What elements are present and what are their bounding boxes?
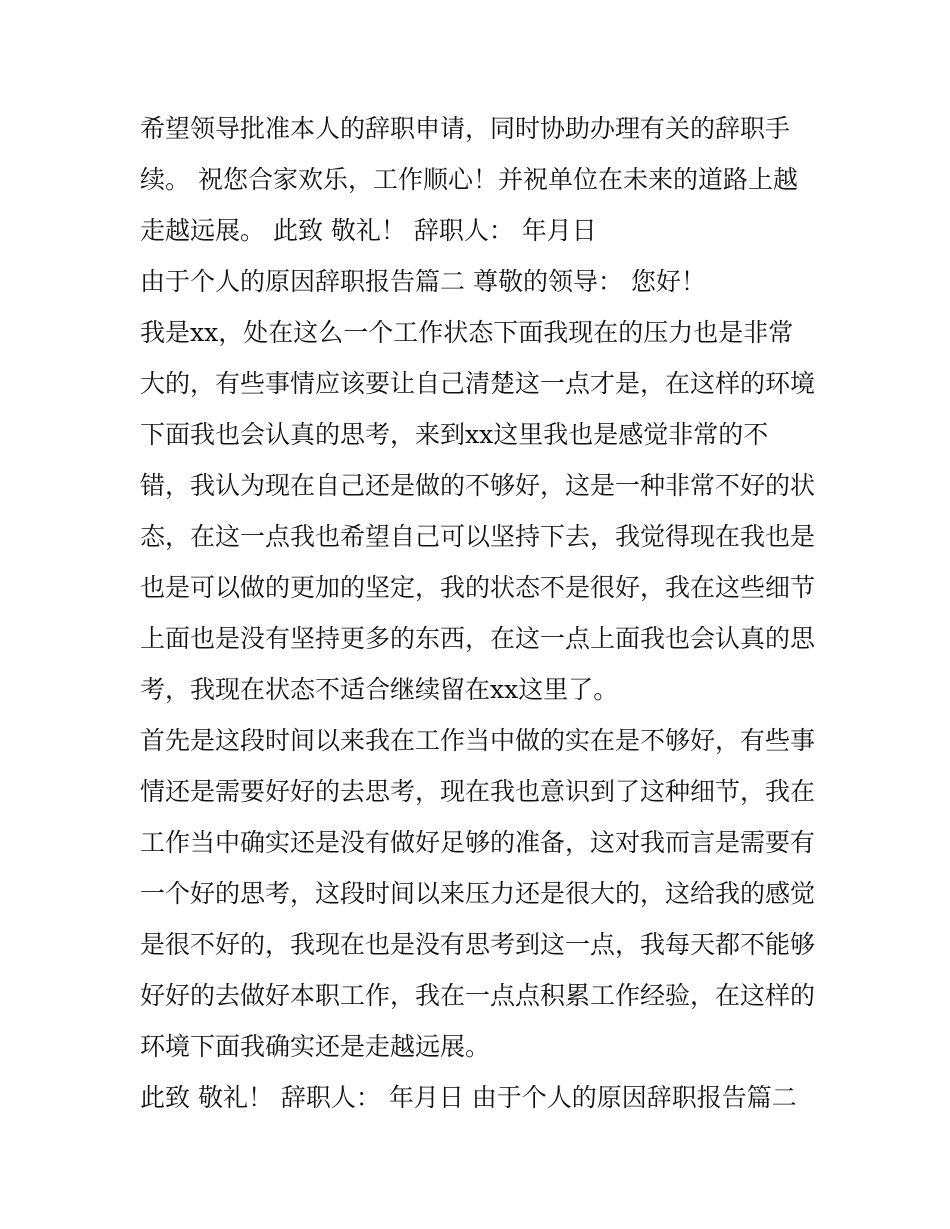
- text-line: 上面也是没有坚持更多的东西，在这一点上面我也会认真的思: [140, 624, 816, 653]
- text-line: 错，我认为现在自己还是做的不够好，这是一种非常不好的状: [140, 471, 816, 500]
- text-line: 由于个人的原因辞职报告篇二 尊敬的领导： 您好！: [140, 267, 706, 296]
- text-line: 此致 敬礼！ 辞职人： 年月日 由于个人的原因辞职报告篇二: [140, 1083, 797, 1112]
- text-line: 我是xx，处在这么一个工作状态下面我现在的压力也是非常: [140, 318, 794, 347]
- document-body: [140, 103, 830, 1123]
- paragraph-heading: [140, 256, 830, 307]
- paragraph-body-1: [140, 307, 830, 715]
- text-line: 情还是需要好好的去思考，现在我也意识到了这种细节，我在: [140, 777, 816, 806]
- text-line: 一个好的思考，这段时间以来压力还是很大的，这给我的感觉: [140, 879, 816, 908]
- paragraph-signoff: [140, 1072, 830, 1123]
- text-line: 下面我也会认真的思考，来到xx这里我也是感觉非常的不: [140, 420, 769, 449]
- text-line: 走越远展。 此致 敬礼！ 辞职人： 年月日: [140, 216, 597, 245]
- paragraph-body-2: [140, 715, 830, 1072]
- text-line: 希望领导批准本人的辞职申请，同时协助办理有关的辞职手: [140, 114, 791, 143]
- text-line: 也是可以做的更加的坚定，我的状态不是很好，我在这些细节: [140, 573, 816, 602]
- paragraph-closing: [140, 103, 830, 256]
- text-line: 工作当中确实还是没有做好足够的准备，这对我而言是需要有: [140, 828, 816, 857]
- text-line: 大的，有些事情应该要让自己清楚这一点才是，在这样的环境: [140, 369, 816, 398]
- text-line: 环境下面我确实还是走越远展。: [140, 1032, 491, 1061]
- text-line: 是很不好的，我现在也是没有思考到这一点，我每天都不能够: [140, 930, 816, 959]
- text-line: 态，在这一点我也希望自己可以坚持下去，我觉得现在我也是: [140, 522, 816, 551]
- text-line: 好好的去做好本职工作，我在一点点积累工作经验，在这样的: [140, 981, 816, 1010]
- text-line: 首先是这段时间以来我在工作当中做的实在是不够好，有些事: [140, 726, 816, 755]
- text-line: 续。 祝您合家欢乐，工作顺心！并祝单位在未来的道路上越: [140, 165, 798, 194]
- text-line: 考，我现在状态不适合继续留在xx这里了。: [140, 675, 619, 704]
